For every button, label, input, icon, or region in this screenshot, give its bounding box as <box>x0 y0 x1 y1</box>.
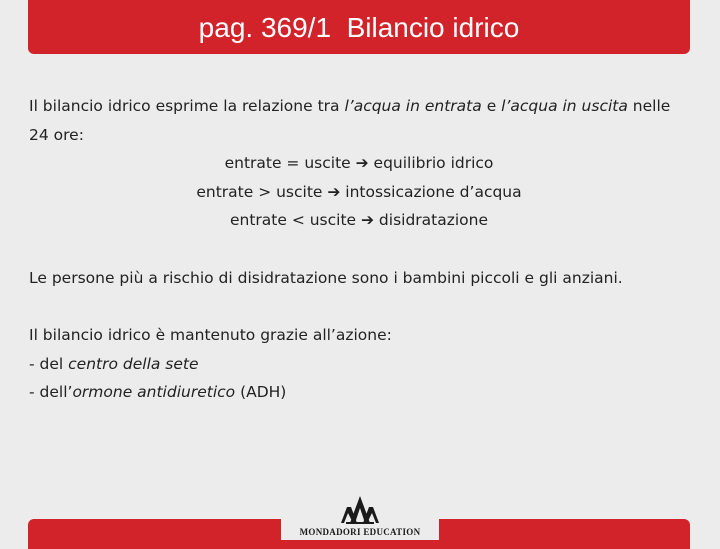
mondadori-rose-icon <box>340 495 380 525</box>
arrow-right-icon: ➔ <box>327 182 341 201</box>
intro-text-1: Il bilancio idrico esprime la relazione tra <box>29 97 345 115</box>
arrow-right-icon: ➔ <box>361 211 374 229</box>
list-item-emphasis: ormone antidiuretico <box>72 383 236 401</box>
arrow-right-icon: ➔ <box>355 154 369 172</box>
logo-text: MONDADORI EDUCATION <box>299 527 421 537</box>
condition-line <box>29 178 689 207</box>
condition-line <box>29 149 689 178</box>
intro-emphasis-1: l’acqua in entrata <box>344 97 482 115</box>
list-item <box>29 378 689 407</box>
list-item-prefix: - del <box>29 354 69 373</box>
list-item-suffix: (ADH) <box>235 383 287 401</box>
spacer <box>29 235 689 264</box>
condition-result: intossicazione d’acqua <box>340 182 522 201</box>
slide-content <box>29 92 689 407</box>
condition-line <box>29 206 689 235</box>
condition-result: equilibrio idrico <box>368 154 494 172</box>
intro-emphasis-2: l’acqua in uscita <box>501 97 628 115</box>
condition-left: entrate > uscite <box>196 182 328 201</box>
intro-text-2: e <box>481 97 502 115</box>
risk-paragraph: Le persone più a rischio di disidratazione sono i bambini piccoli e gli anziani. <box>29 268 623 287</box>
title-bar <box>28 0 690 54</box>
spacer <box>29 292 689 321</box>
list-item-prefix: - dell’ <box>29 383 73 401</box>
slide-title: pag. 369/1 Bilancio idrico <box>198 12 520 43</box>
intro-text-3: nelle 24 ore: <box>29 97 671 144</box>
list-item <box>29 350 689 379</box>
condition-left: entrate < uscite <box>229 211 361 229</box>
maintained-paragraph: Il bilancio idrico è mantenuto grazie all’azione: <box>29 326 392 344</box>
condition-left: entrate = uscite <box>224 154 356 172</box>
list-item-emphasis: centro della sete <box>68 354 199 373</box>
intro-paragraph <box>29 92 689 149</box>
publisher-logo <box>281 491 439 540</box>
condition-result: disidratazione <box>374 211 489 229</box>
